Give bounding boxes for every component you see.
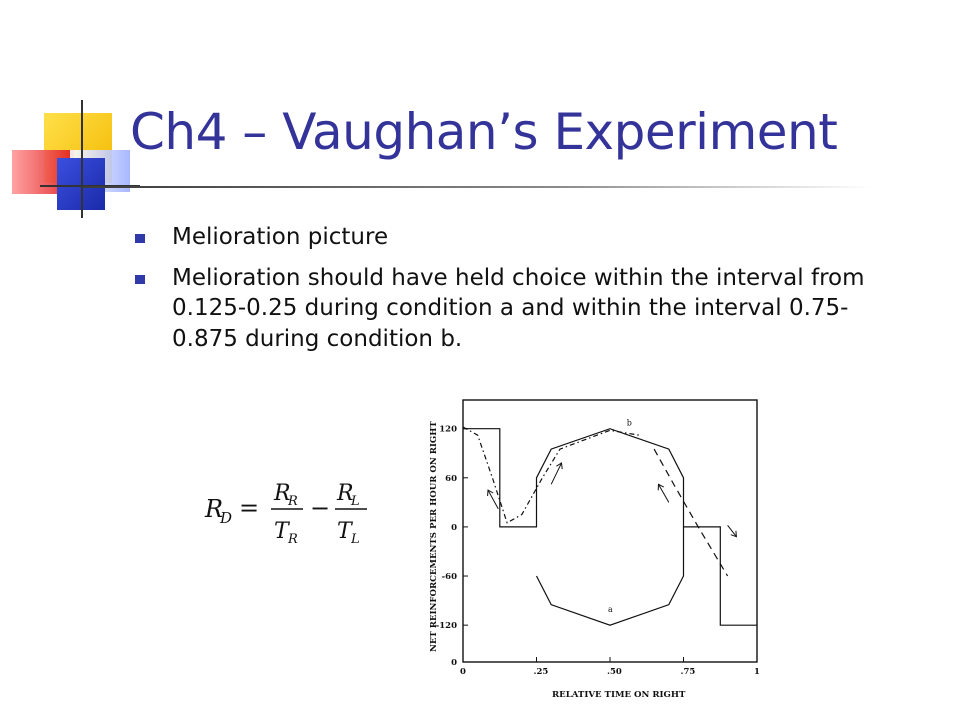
arrow-shaft (551, 463, 561, 484)
formula-num2-sub: L (351, 494, 360, 509)
bullet-item (135, 263, 895, 355)
y-tick-label: 0 (451, 522, 457, 533)
formula-num1-sub: R (288, 494, 298, 509)
formula-minus: − (310, 494, 331, 522)
y-tick-label: 120 (439, 424, 457, 435)
x-axis-label: RELATIVE TIME ON RIGHT (552, 690, 686, 700)
bullet-text: Melioration picture (172, 224, 389, 250)
formula-den2-sub: L (351, 532, 360, 547)
x-tick-label: .50 (607, 667, 622, 677)
slide-title: Ch4 – Vaughan’s Experiment (130, 103, 838, 161)
title-divider (82, 186, 872, 188)
series-line (463, 427, 639, 523)
plot-frame (463, 400, 757, 662)
formula-lhs-sub: D (220, 509, 233, 527)
annotation-label: a (608, 605, 613, 615)
y-tick-label: -120 (435, 621, 457, 632)
x-tick-label: 1 (754, 667, 760, 677)
formula-num1: R (274, 481, 291, 506)
formula-den1: T (274, 519, 289, 544)
formula-den1-sub: R (288, 532, 298, 547)
y-tick-label: -60 (441, 572, 457, 583)
x-tick-label: .75 (680, 667, 696, 677)
y-tick-label: 0 (451, 658, 457, 668)
rd-formula (195, 468, 375, 548)
bullet-square-icon (135, 234, 145, 243)
y-tick-label: 60 (445, 473, 457, 484)
decorative-logo (0, 0, 140, 230)
formula-den2: T (337, 519, 352, 544)
bullet-text: Melioration should have held choice within the interval from 0.125-0.25 during condition a and within the interval 0.75-0.875 during condition b. (172, 264, 865, 352)
y-axis-label: NET REINFORCEMENTS PER HOUR ON RIGHT (429, 421, 439, 652)
bullet-item (135, 222, 895, 253)
x-tick-label: 0 (460, 667, 466, 677)
series-line (654, 449, 728, 576)
formula-equals: = (239, 494, 260, 522)
bullet-list (135, 222, 895, 364)
series-line (463, 429, 757, 626)
bullet-square-icon (135, 275, 145, 284)
formula-num2: R (337, 481, 354, 506)
formula-lhs: R (205, 495, 224, 523)
melioration-chart (414, 390, 784, 710)
annotation-label: b (626, 418, 632, 428)
x-tick-label: .25 (533, 667, 549, 677)
